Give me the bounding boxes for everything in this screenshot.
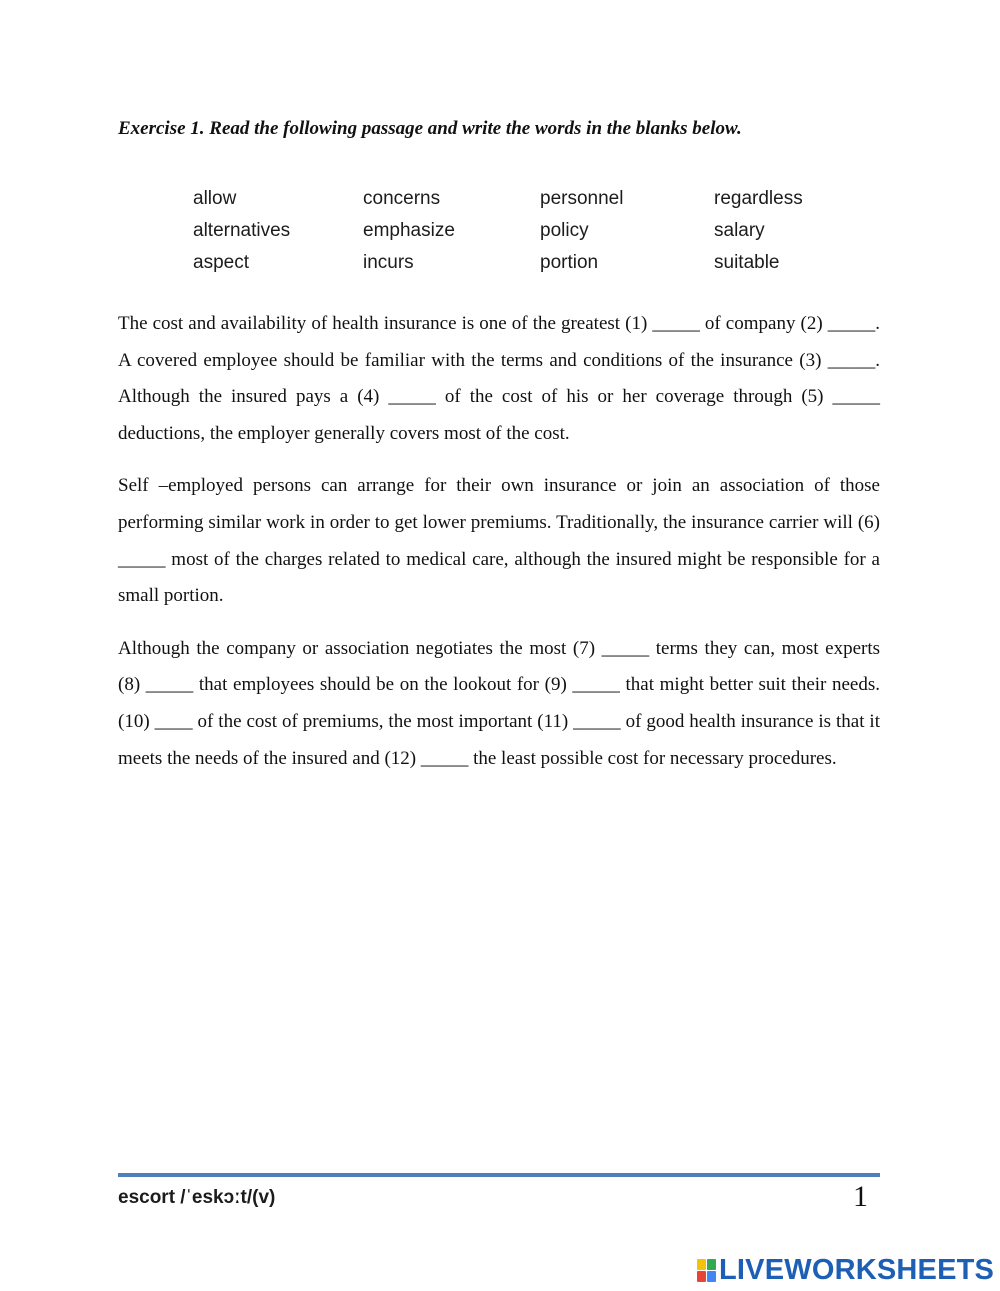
word-bank [193, 188, 853, 284]
word-bank-item: suitable [714, 252, 780, 273]
logo-block [697, 1271, 706, 1282]
logo-block [707, 1271, 716, 1282]
word-bank-item: emphasize [363, 220, 455, 241]
liveworksheets-brand[interactable] [697, 1254, 994, 1287]
word-bank-item: portion [540, 252, 599, 273]
liveworksheets-logo-icon [697, 1259, 716, 1282]
page-number: 1 [853, 1180, 868, 1213]
logo-block [707, 1259, 716, 1270]
footer-vocab-note: escort /ˈeskɔːt/(v) [118, 1187, 276, 1208]
passage-paragraph-1: The cost and availability of health insurance is one of the greatest (1) _____ of company (2) _____. A covered employee should be familiar with the terms and conditions of the insurance (3) _____. Although the insured pays a (4) _____ of the cost of his or her coverage through (5) _____ deductions, the employer generally covers most of the cost. [118, 313, 880, 444]
exercise-title: Exercise 1. Read the following passage and write the words in the blanks below. [118, 118, 742, 139]
word-bank-item: incurs [363, 252, 414, 273]
word-bank-item: alternatives [193, 220, 291, 241]
word-bank-item: policy [540, 220, 589, 241]
brand-name: LIVEWORKSHEETS [719, 1254, 995, 1286]
passage [118, 306, 880, 793]
word-bank-item: allow [193, 188, 237, 209]
logo-block [697, 1259, 706, 1270]
word-bank-item: concerns [363, 188, 441, 209]
word-bank-item: regardless [714, 188, 803, 209]
passage-paragraph-3: Although the company or association negotiates the most (7) _____ terms they can, most experts (8) _____ that employees should be on the lookout for (9) _____ that might better suit their needs. (10) ____ of the cost of premiums, the most important (11) _____ of good health insurance is that it meets the needs of the insured and (12) _____ the least possible cost for necessary procedures. [118, 637, 880, 769]
passage-paragraph-2: Self –employed persons can arrange for their own insurance or join an association of those performing similar work in order to get lower premiums. Traditionally, the insurance carrier will (6) _____ most of the charges related to medical care, although the insured might be responsible for a small portion. [118, 475, 880, 607]
footer-divider [118, 1173, 880, 1177]
word-bank-item: aspect [193, 252, 249, 273]
word-bank-item: personnel [540, 188, 624, 209]
word-bank-item: salary [714, 220, 765, 241]
